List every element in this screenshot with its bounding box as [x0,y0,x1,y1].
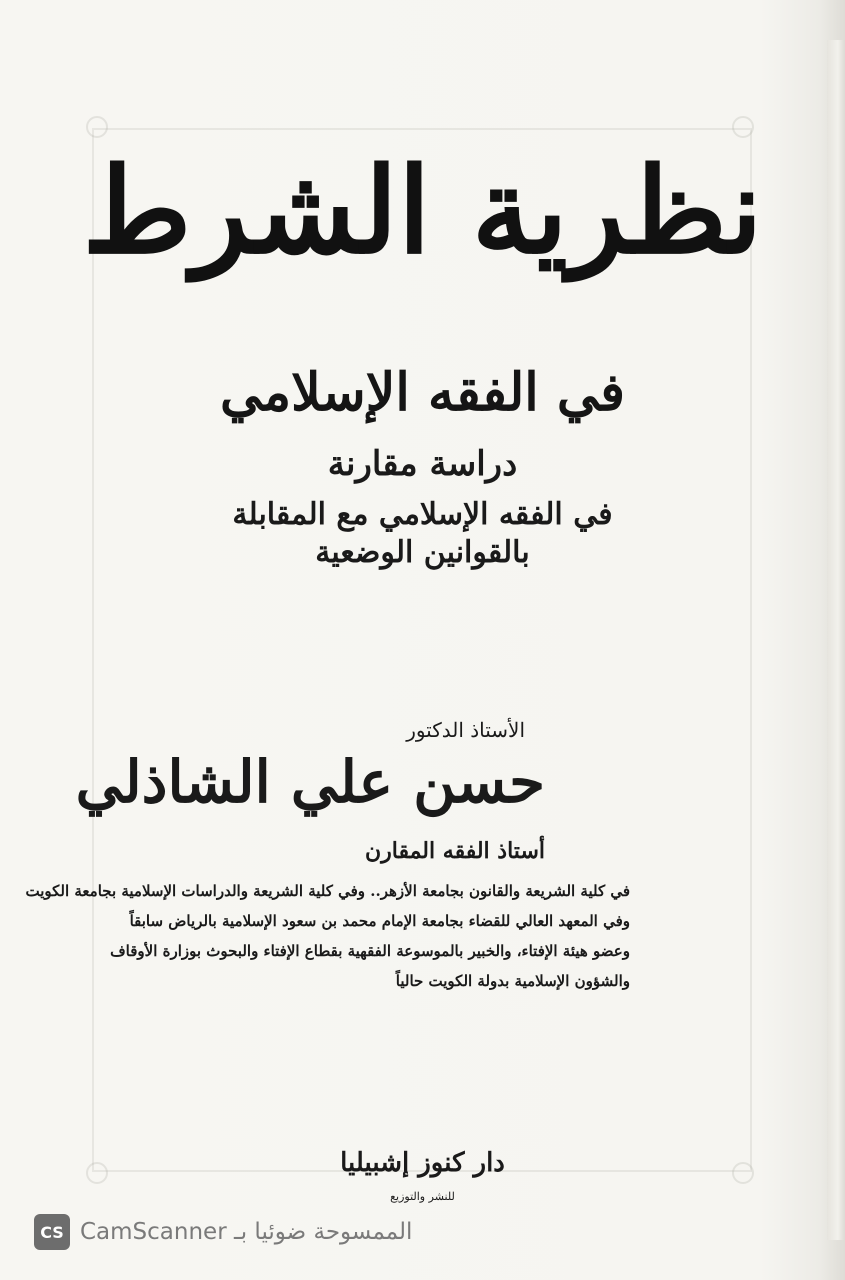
author-name: حسن علي الشاذلي [75,748,545,816]
comparison-line: بالقوانين الوضعية [315,534,530,570]
author-label: الأستاذ الدكتور [406,718,525,742]
bio-line: والشؤون الإسلامية بدولة الكويت حالياً [395,972,630,990]
bio-line: وعضو هيئة الإفتاء، والخبير بالموسوعة الفقهية بقطاع الإفتاء والبحوث بوزارة الأوقاف [110,942,630,960]
publisher-logo: دار كنوز إشبيليا [340,1148,505,1178]
camscanner-logo-icon [34,1214,70,1250]
author-title: أستاذ الفقه المقارن [364,838,545,864]
publisher-tagline: للنشر والتوزيع [390,1190,455,1203]
comparison-block [0,496,845,571]
decorative-frame [25,128,752,1172]
study-type: دراسة مقارنة [327,444,518,484]
book-subtitle: في الفقه الإسلامي [219,362,626,423]
comparison-line: في الفقه الإسلامي مع المقابلة [232,497,613,532]
scanner-caption: الممسوحة ضوئيا بـ CamScanner [80,1219,413,1245]
book-title: نظرية الشرط [82,141,763,280]
scanner-watermark [34,1212,484,1252]
author-bio [25,876,630,996]
camscanner-logo-text: CS [40,1222,64,1242]
bio-line: وفي المعهد العالي للقضاء بجامعة الإمام محمد بن سعود الإسلامية بالرياض سابقاً [129,912,630,930]
bio-line: في كلية الشريعة والقانون بجامعة الأزهر.. وفي كلية الشريعة والدراسات الإسلامية بجامعة الكويت [25,882,630,900]
